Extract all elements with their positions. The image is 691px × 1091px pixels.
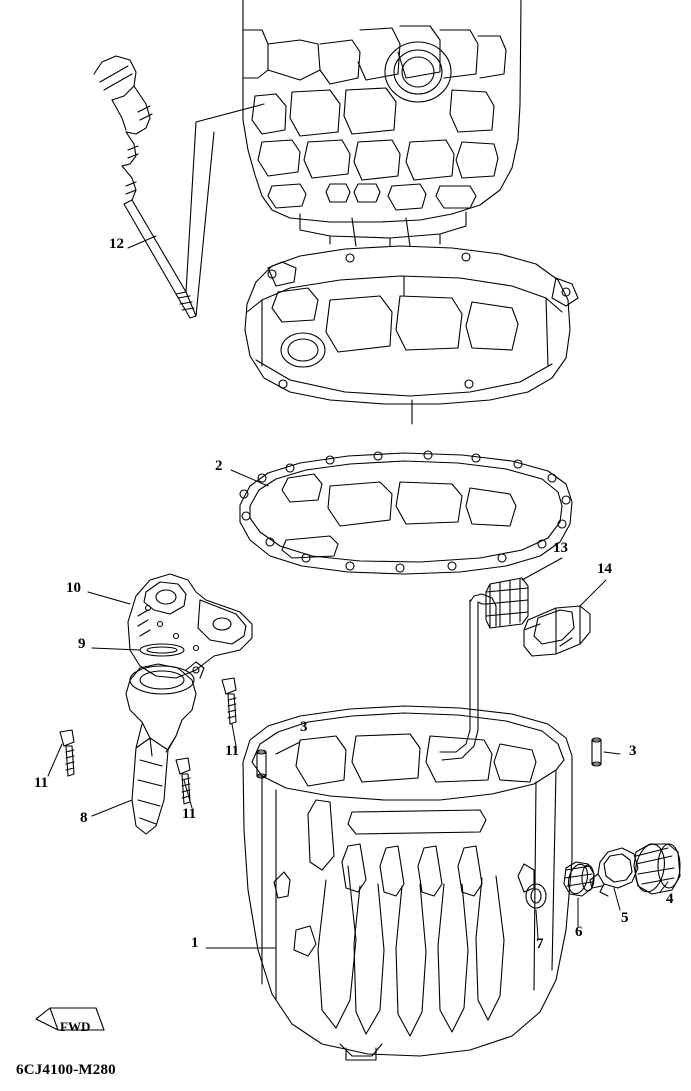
callout-8: 8 — [80, 810, 88, 826]
callout-13: 13 — [553, 540, 568, 556]
callout-7: 7 — [536, 936, 544, 952]
hose-clip-part — [486, 578, 528, 628]
dipstick-part — [94, 56, 196, 318]
gasket-part — [240, 451, 572, 574]
callout-4: 4 — [666, 891, 674, 907]
callout-3-left: 3 — [300, 719, 308, 735]
dipstick-leader-line — [186, 104, 264, 316]
callout-11-right: 11 — [225, 743, 240, 759]
callout-10: 10 — [66, 580, 81, 596]
callout-14: 14 — [597, 561, 612, 577]
rubber-hose-part — [632, 842, 680, 894]
connector-fitting-part — [564, 862, 594, 896]
callout-1: 1 — [191, 935, 199, 951]
fwd-direction-label: FWD — [60, 1019, 91, 1034]
callout-5: 5 — [621, 910, 629, 926]
oil-pan-part — [243, 706, 572, 1060]
callout-2: 2 — [215, 458, 223, 474]
callout-11-left: 11 — [34, 775, 49, 791]
o-ring-small-part — [526, 884, 546, 908]
callout-3-right: 3 — [629, 743, 637, 759]
bolt-right-part — [222, 678, 236, 724]
callout-9: 9 — [78, 636, 86, 652]
bolt-center-part — [176, 758, 190, 804]
leader-lines — [48, 236, 668, 948]
oil-pan-internal-tube — [440, 594, 496, 760]
exhaust-guide-plate — [245, 246, 578, 424]
o-ring-part — [140, 644, 184, 656]
exhaust-guide-part — [243, 0, 521, 246]
hose-holder-part — [524, 606, 590, 656]
bolt-left-part — [60, 730, 74, 776]
callout-12: 12 — [109, 236, 124, 252]
oil-pump-bracket-part — [128, 574, 252, 678]
callout-11-center: 11 — [182, 806, 197, 822]
callout-6: 6 — [575, 924, 583, 940]
dowel-pin-right-part — [592, 738, 601, 766]
dowel-pin-left-part — [257, 750, 266, 778]
part-code-label: 6CJ4100-M280 — [16, 1062, 116, 1078]
